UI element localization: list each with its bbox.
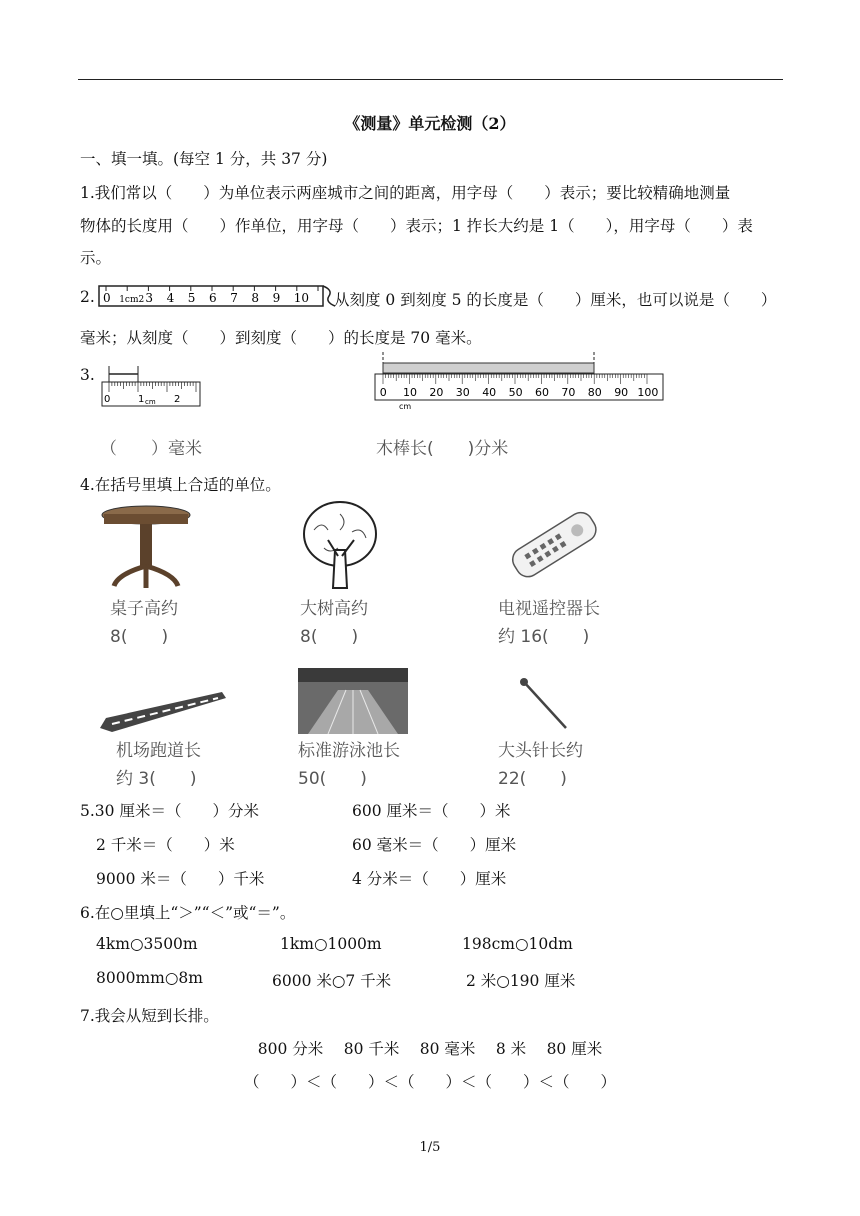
question-7-blanks: （ ）＜（ ）＜（ ）＜（ ）＜（ ）	[243, 1073, 616, 1091]
question-7-text: 7.我会从短到长排。	[80, 1007, 219, 1025]
question-2-text-1: 从刻度 0 到刻度 5 的长度是（ ）厘米，也可以说是（ ）	[334, 291, 777, 309]
q5-r1-right: 600 厘米＝（ ）米	[352, 802, 511, 820]
q6-r1-c3: 198cm○10dm	[462, 935, 573, 953]
item-runway-label: 机场跑道长	[116, 741, 201, 761]
question-3-caption-left: （ ）毫米	[100, 439, 202, 459]
big-ruler-tick-label: 50	[508, 386, 523, 399]
big-ruler-tick-label: 60	[535, 386, 549, 399]
q6-r2-c2: 6000 米○7 千米	[272, 972, 392, 990]
item-pool-label: 标准游泳池长	[298, 741, 400, 761]
pin-icon	[516, 674, 572, 732]
section-heading: 一、填一填。(每空 1 分，共 37 分)	[80, 150, 328, 168]
item-table-label: 桌子高约	[110, 599, 178, 619]
big-ruler-tick-label: 10	[403, 386, 417, 399]
swimming-pool-icon	[298, 668, 408, 734]
big-ruler-tick-label: 20	[429, 386, 444, 399]
item-pool-blank: 50( )	[298, 769, 367, 789]
question-2-number: 2.	[80, 288, 95, 306]
big-ruler-tick-label: 30	[455, 386, 470, 399]
q5-r2-right: 60 毫米＝（ ）厘米	[352, 836, 517, 854]
item-remote-blank: 约 16( )	[498, 627, 590, 647]
ruler-tick-label: 6	[209, 291, 217, 305]
table-icon	[98, 504, 194, 590]
item-tree-blank: 8( )	[300, 627, 359, 647]
wooden-stick-ruler-icon	[372, 352, 672, 432]
ruler-tick-label: 3	[145, 291, 154, 305]
ruler-icon	[98, 282, 338, 312]
small-ruler-unit: cm	[145, 398, 156, 406]
big-ruler-tick-label: 40	[482, 386, 497, 399]
big-ruler-tick-label: 0	[379, 386, 387, 399]
small-ruler-tick-2: 2	[174, 394, 181, 405]
small-ruler-tick-1: 1	[138, 394, 145, 405]
q5-r3-right: 4 分米＝（ ）厘米	[352, 870, 507, 888]
ruler-tick-label: 8	[251, 291, 260, 305]
item-tree-label: 大树高约	[300, 599, 368, 619]
question-1-line-3: 示。	[80, 249, 112, 267]
ruler-tick-label: 9	[272, 291, 281, 305]
big-ruler-tick-label: 80	[587, 386, 602, 399]
q6-r1-c2: 1km○1000m	[280, 935, 382, 953]
big-ruler-tick-label: 90	[614, 386, 629, 399]
q6-r2-c1: 8000mm○8m	[96, 969, 203, 987]
big-ruler-unit: cm	[399, 402, 412, 411]
q6-r1-c1: 4km○3500m	[96, 935, 198, 953]
ruler-tick-label: 5	[187, 291, 196, 305]
question-7-items: 800 分米 80 千米 80 毫米 8 米 80 厘米	[257, 1040, 603, 1058]
q5-r3-left: 9000 米＝（ ）千米	[96, 870, 265, 888]
question-4-text: 4.在括号里填上合适的单位。	[80, 476, 281, 494]
big-ruler-tick-label: 100	[637, 386, 659, 399]
ruler-tick-label: 10	[293, 291, 310, 305]
ruler-tick-label: 4	[166, 291, 175, 305]
runway-icon	[98, 688, 228, 736]
page-title: 《测量》单元检测（2）	[344, 114, 516, 133]
question-2-text-2: 毫米；从刻度（ ）到刻度（ ）的长度是 70 毫米。	[80, 329, 482, 347]
remote-control-icon	[506, 506, 602, 586]
question-1-line-1: 1.我们常以（ ）为单位表示两座城市之间的距离，用字母（ ）表示；要比较精确地测量	[80, 184, 731, 202]
question-6-text: 6.在○里填上“＞”“＜”或“＝”。	[80, 904, 296, 922]
header-rule	[78, 79, 783, 80]
item-table-blank: 8( )	[110, 627, 169, 647]
item-pin-label: 大头针长约	[498, 741, 583, 761]
q5-r2-left: 2 千米＝（ ）米	[96, 836, 235, 854]
small-ruler-icon	[98, 362, 208, 412]
item-pin-blank: 22( )	[498, 769, 567, 789]
question-1-line-2: 物体的长度用（ ）作单位，用字母（ ）表示；1 拃长大约是 1（ ），用字母（ ）表	[80, 217, 753, 235]
ruler-tick-label: 0	[103, 291, 111, 305]
q5-r1-left: 5.30 厘米＝（ ）分米	[80, 802, 259, 820]
question-3-caption-right: 木棒长( )分米	[376, 439, 509, 459]
ruler-tick-label: 1cm2	[119, 295, 145, 305]
tree-icon	[300, 500, 380, 592]
item-remote-label: 电视遥控器长	[498, 599, 600, 619]
question-3-number: 3.	[80, 366, 95, 384]
ruler-tick-label: 7	[230, 291, 238, 305]
page-number: 1/5	[419, 1140, 441, 1155]
small-ruler-tick-0: 0	[104, 394, 111, 405]
big-ruler-tick-label: 70	[561, 386, 576, 399]
q6-r2-c3: 2 米○190 厘米	[466, 972, 576, 990]
item-runway-blank: 约 3( )	[116, 769, 197, 789]
